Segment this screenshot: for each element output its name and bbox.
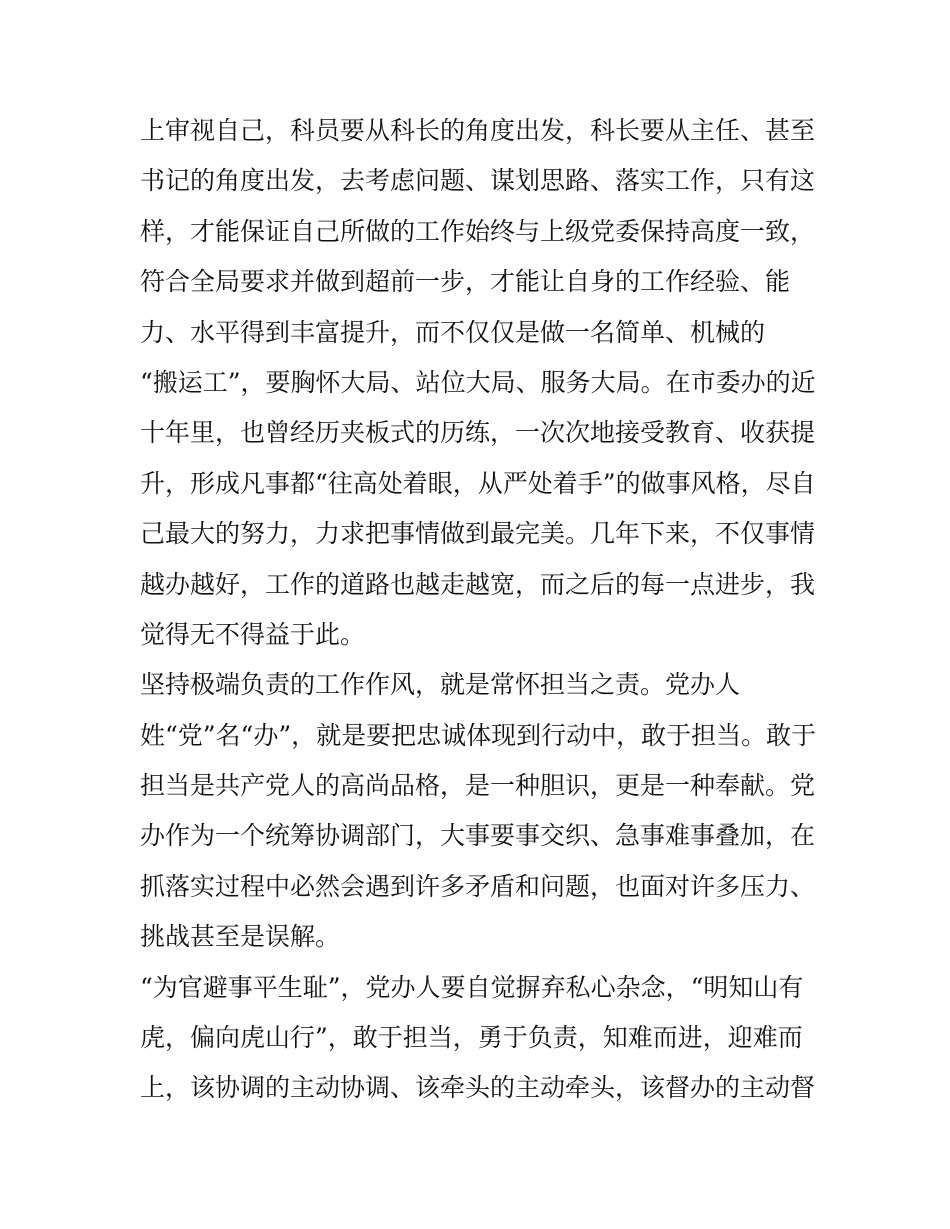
text-line-19: 虎，偏向虎山行”，敢于担当，勇于负责，知难而进，迎难而 — [140, 1023, 803, 1053]
text-line-15: 办作为一个统筹协调部门，大事要事交织、急事难事叠加，在 — [140, 821, 816, 851]
text-line-6: “搬运工”，要胸怀大局、站位大局、服务大局。在市委办的近 — [140, 367, 816, 397]
text-line-17: 挑战甚至是误解。 — [140, 922, 341, 952]
text-line-2: 书记的角度出发，去考虑问题、谋划思路、落实工作，只有这 — [140, 166, 816, 196]
text-line-1: 上审视自己，科员要从科长的角度出发，科长要从主任、甚至 — [140, 116, 816, 145]
body-text — [140, 106, 830, 1114]
text-line-14: 担当是共产党人的高尚品格，是一种胆识，更是一种奉献。党 — [140, 771, 816, 801]
text-line-13: 姓“党”名“办”，就是要把忠诚体现到行动中，敢于担当。敢于 — [140, 720, 817, 750]
text-line-3: 样，才能保证自己所做的工作始终与上级党委保持高度一致， — [140, 216, 816, 246]
text-line-8: 升，形成凡事都“往高处着眼，从严处着手”的做事风格，尽自 — [140, 468, 816, 498]
text-line-11: 觉得无不得益于此。 — [140, 619, 366, 649]
text-line-9: 己最大的努力，力求把事情做到最完美。几年下来，不仅事情 — [140, 519, 816, 549]
text-line-18: “为官避事平生耻”，党办人要自觉摒弃私心杂念，“明知山有 — [140, 972, 804, 1002]
text-line-10: 越办越好，工作的道路也越走越宽，而之后的每一点进步，我 — [140, 569, 816, 599]
text-line-20: 上，该协调的主动协调、该牵头的主动牵头，该督办的主动督 — [140, 1073, 816, 1103]
text-line-16: 抓落实过程中必然会遇到许多矛盾和问题，也面对许多压力、 — [140, 871, 816, 901]
text-line-7: 十年里，也曾经历夹板式的历练，一次次地接受教育、收获提 — [140, 418, 816, 448]
text-line-4: 符合全局要求并做到超前一步，才能让自身的工作经验、能 — [140, 267, 791, 297]
text-line-12: 坚持极端负责的工作作风，就是常怀担当之责。党办人 — [140, 670, 741, 700]
text-line-5: 力、水平得到丰富提升，而不仅仅是做一名简单、机械的 — [140, 317, 766, 347]
